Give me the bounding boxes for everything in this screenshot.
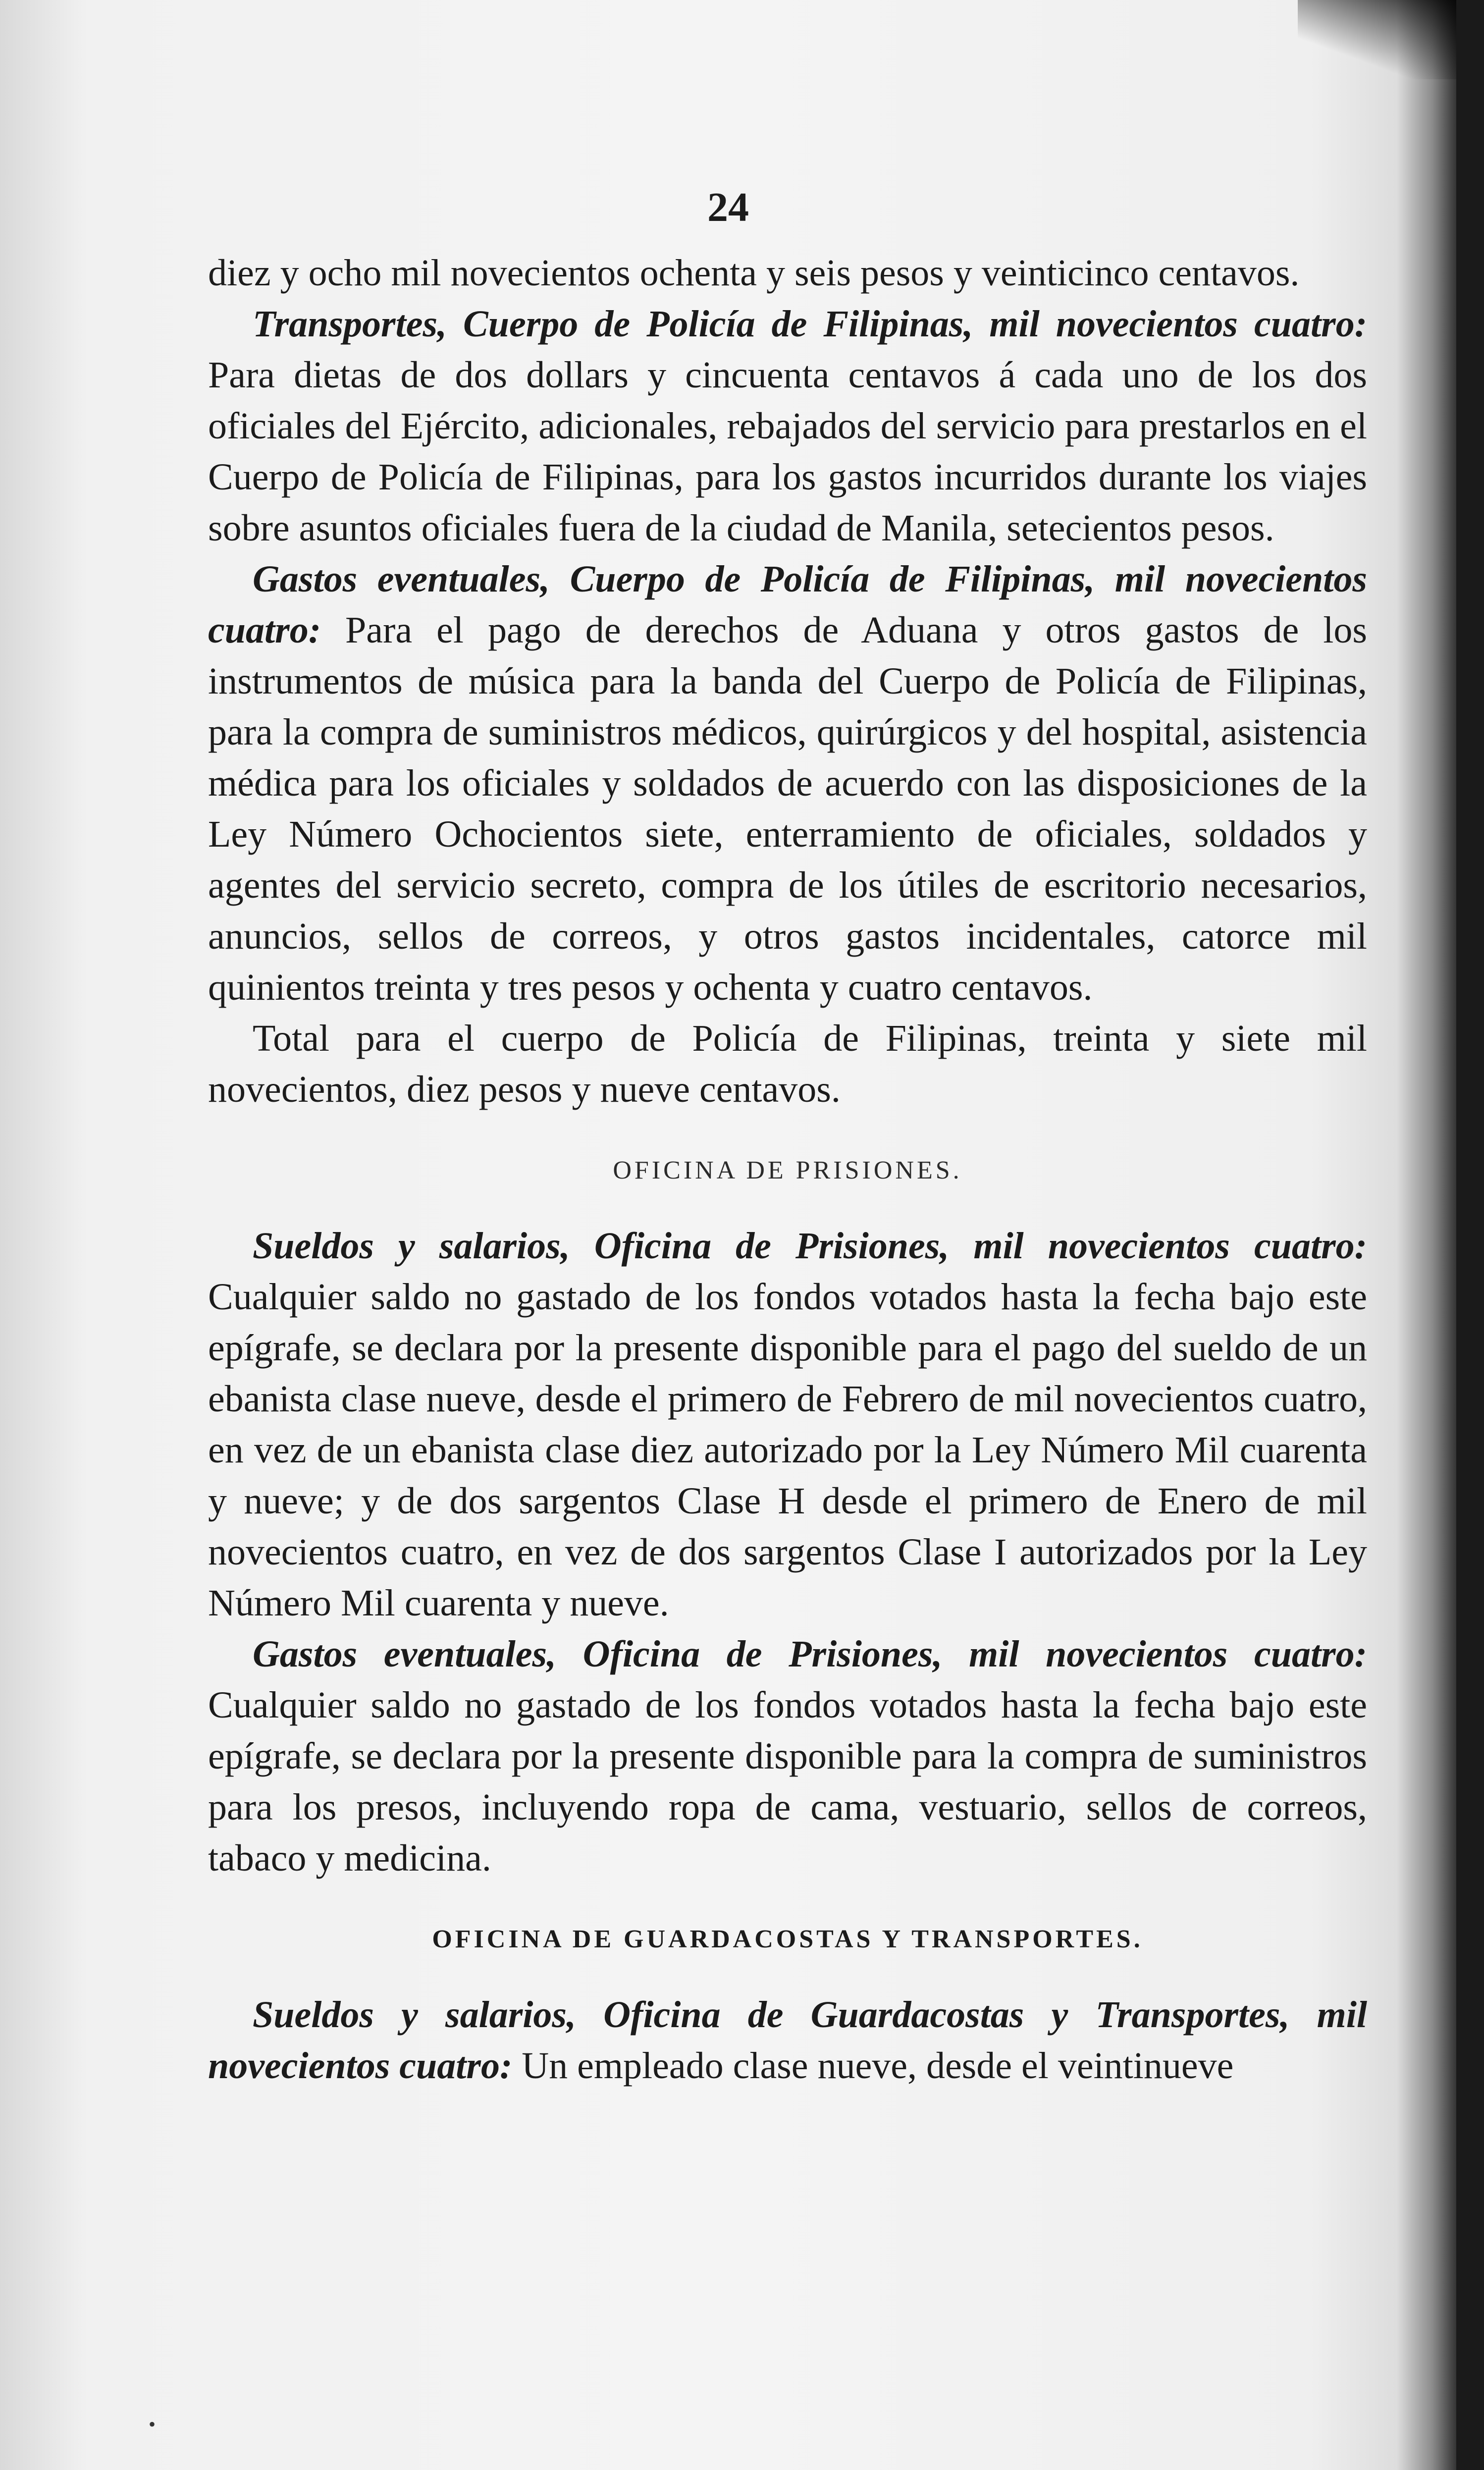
paragraph-sueldos-prisiones [208,1221,1367,1629]
paragraph-text: diez y ocho mil novecientos ochenta y seis pesos y veinticinco centavos. [208,252,1300,294]
paragraph-title: Gastos eventuales, Oficina de Prisiones, mil novecientos cuatro: [253,1633,1367,1675]
paragraph-title: Transportes, Cuerpo de Policía de Filipinas, mil novecientos cuatro: [253,303,1367,345]
paragraph-continuation [208,248,1367,299]
paragraph-text: Cualquier saldo no gastado de los fondos votados hasta la fecha bajo este epígrafe, se declara por la presente disponible para la compra de suministros para los presos, incluyendo ropa de cama, vestuario, sellos de correos, tabaco y medicina. [208,1684,1367,1879]
section-heading-prisiones: OFICINA DE PRISIONES. [613,1156,962,1184]
document-body [208,248,1367,2092]
paragraph-title: Sueldos y salarios, Oficina de Prisiones, mil novecientos cuatro: [253,1225,1367,1267]
page-number: 24 [707,184,749,230]
paragraph-sueldos-guardacostas [208,1989,1367,2092]
page-edge-shadow [1397,0,1456,2470]
page-corner-shadow [1298,0,1456,79]
paragraph-text: Total para el cuerpo de Policía de Filipinas, treinta y siete mil novecientos, diez pesos y nueve centavos. [208,1018,1367,1110]
scan-mark: • [149,2413,156,2435]
paragraph-gastos-eventuales-policia [208,554,1367,1013]
paragraph-transportes [208,299,1367,554]
paragraph-text: Para el pago de derechos de Aduana y otros gastos de los instrumentos de música para la banda del Cuerpo de Policía de Filipinas, para la compra de suministros médicos, quirúrgicos y del hospital, asistencia médica para los oficiales y soldados de acuerdo con las disposiciones de la Ley Número Ochocientos siete, enterramiento de oficiales, soldados y agentes del servicio secreto, compra de los útiles de escritorio necesarios, anuncios, sellos de correos, y otros gastos incidentales, catorce mil quinientos treinta y tres pesos y ochenta y cuatro centavos. [208,609,1367,1008]
paragraph-gastos-prisiones [208,1629,1367,1884]
paragraph-total-policia [208,1013,1367,1115]
paragraph-text: Para dietas de dos dollars y cincuenta centavos á cada uno de los dos oficiales del Ejército, adicionales, rebajados del servicio para prestarlos en el Cuerpo de Policía de Filipinas, para los gastos incurridos durante los viajes sobre asuntos oficiales fuera de la ciudad de Manila, setecientos pesos. [208,354,1367,549]
paragraph-text: Cualquier saldo no gastado de los fondos votados hasta la fecha bajo este epígrafe, se declara por la presente disponible para el pago del sueldo de un ebanista clase nueve, desde el primero de Febrero de mil novecientos cuatro, en vez de un ebanista clase diez autorizado por la Ley Número Mil cuarenta y nueve; y de dos sargentos Clase H desde el primero de Enero de mil novecientos cuatro, en vez de dos sargentos Clase I autorizados por la Ley Número Mil cuarenta y nueve. [208,1276,1367,1624]
paragraph-text: Un empleado clase nueve, desde el veintinueve [512,2045,1234,2087]
paragraph-title: Gastos eventuales, Cuerpo de Policía de Filipinas, mil novecientos cuatro: [208,558,1367,651]
section-heading-guardacostas: OFICINA DE GUARDACOSTAS Y TRANSPORTES. [432,1925,1143,1953]
paragraph-title: Sueldos y salarios, Oficina de Guardacostas y Transportes, mil novecientos cuatro: [208,1994,1367,2087]
